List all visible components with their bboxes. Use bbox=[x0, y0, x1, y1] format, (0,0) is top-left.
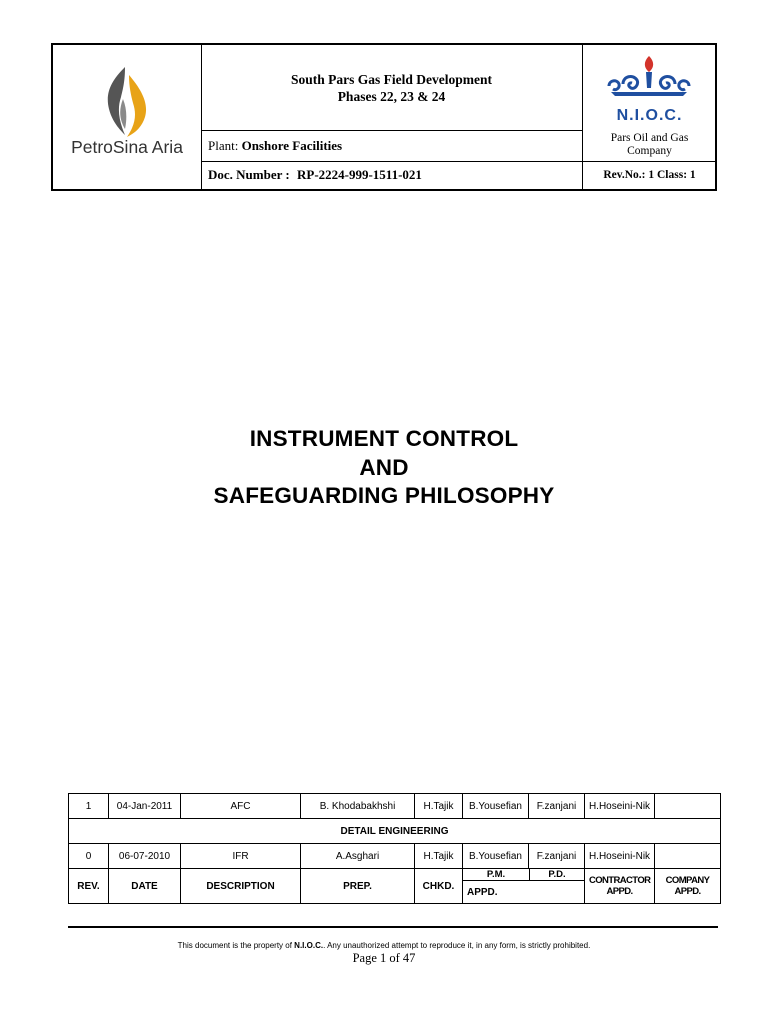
client-logo-cell bbox=[582, 45, 716, 162]
date-cell: 04-Jan-2011 bbox=[109, 794, 181, 819]
plant-value: Onshore Facilities bbox=[241, 138, 343, 153]
prep-cell: B. Khodabakhshi bbox=[301, 794, 415, 819]
nioc-emblem-icon bbox=[583, 52, 716, 104]
page-number: Page 1 of 47 bbox=[352, 951, 416, 965]
document-title-line-2: AND bbox=[359, 455, 409, 480]
rev-class-cell bbox=[582, 161, 716, 189]
property-notice bbox=[0, 941, 768, 950]
header-appd: APPD. bbox=[467, 887, 498, 898]
pd-cell: F.zanjani bbox=[529, 794, 585, 819]
header-pd: P.D. bbox=[548, 869, 566, 880]
doc-number-cell bbox=[201, 161, 582, 189]
doc-number-line bbox=[201, 161, 582, 189]
company-cell bbox=[655, 794, 721, 819]
footer-rule bbox=[68, 926, 718, 928]
section-label: DETAIL ENGINEERING bbox=[69, 819, 721, 844]
contractor-logo-cell bbox=[53, 45, 202, 189]
revision-row-0 bbox=[69, 844, 721, 869]
document-title-line-1: INSTRUMENT CONTROL bbox=[249, 426, 519, 451]
pd-cell: F.zanjani bbox=[529, 844, 585, 869]
header-appd-group bbox=[463, 869, 585, 904]
header-company: COMPANY APPD. bbox=[655, 869, 721, 904]
notice-prefix: This document is the property of bbox=[177, 941, 295, 950]
rev-class-text: Rev.No.: 1 Class: 1 bbox=[603, 169, 696, 181]
client-name-line-2: Company bbox=[627, 145, 672, 157]
project-line-2: Phases 22, 23 & 24 bbox=[337, 89, 446, 104]
header-date: DATE bbox=[109, 869, 181, 904]
project-line-1: South Pars Gas Field Development bbox=[291, 72, 492, 87]
rev-cell: 0 bbox=[69, 844, 109, 869]
date-cell: 06-07-2010 bbox=[109, 844, 181, 869]
company-cell bbox=[655, 844, 721, 869]
doc-number-label: Doc. Number : bbox=[208, 167, 290, 182]
contractor-cell: H.Hoseini-Nik bbox=[585, 794, 655, 819]
document-title-line-3: SAFEGUARDING PHILOSOPHY bbox=[213, 483, 555, 508]
contractor-cell: H.Hoseini-Nik bbox=[585, 844, 655, 869]
plant-label: Plant: bbox=[208, 138, 239, 153]
pm-cell: B.Yousefian bbox=[463, 844, 529, 869]
header-description: DESCRIPTION bbox=[181, 869, 301, 904]
prep-cell: A.Asghari bbox=[301, 844, 415, 869]
company-name: PetroSina Aria bbox=[71, 137, 183, 157]
document-header bbox=[51, 43, 717, 191]
revision-table bbox=[68, 793, 721, 904]
header-prep: PREP. bbox=[301, 869, 415, 904]
description-cell: AFC bbox=[181, 794, 301, 819]
section-row bbox=[69, 819, 721, 844]
header-rev: REV. bbox=[69, 869, 109, 904]
chkd-cell: H.Tajik bbox=[415, 794, 463, 819]
pm-cell: B.Yousefian bbox=[463, 794, 529, 819]
petrosina-flame-logo bbox=[53, 59, 201, 149]
client-acronym: N.I.O.C. bbox=[616, 107, 683, 124]
doc-number-value: RP-2224-999-1511-021 bbox=[296, 167, 422, 182]
client-name-line-1: Pars Oil and Gas bbox=[610, 132, 689, 144]
revision-row-1 bbox=[69, 794, 721, 819]
plant-cell bbox=[201, 130, 582, 162]
rev-cell: 1 bbox=[69, 794, 109, 819]
plant-line bbox=[201, 130, 582, 161]
header-chkd: CHKD. bbox=[415, 869, 463, 904]
header-contractor: CONTRACTOR APPD. bbox=[585, 869, 655, 904]
notice-org: N.I.O.C. bbox=[294, 941, 324, 950]
header-pm: P.M. bbox=[463, 869, 530, 880]
notice-suffix: . Any unauthorized attempt to reproduce it, in any form, is strictly prohibited. bbox=[323, 941, 591, 950]
description-cell: IFR bbox=[181, 844, 301, 869]
header-row bbox=[69, 869, 721, 904]
chkd-cell: H.Tajik bbox=[415, 844, 463, 869]
project-title-cell bbox=[201, 45, 582, 131]
